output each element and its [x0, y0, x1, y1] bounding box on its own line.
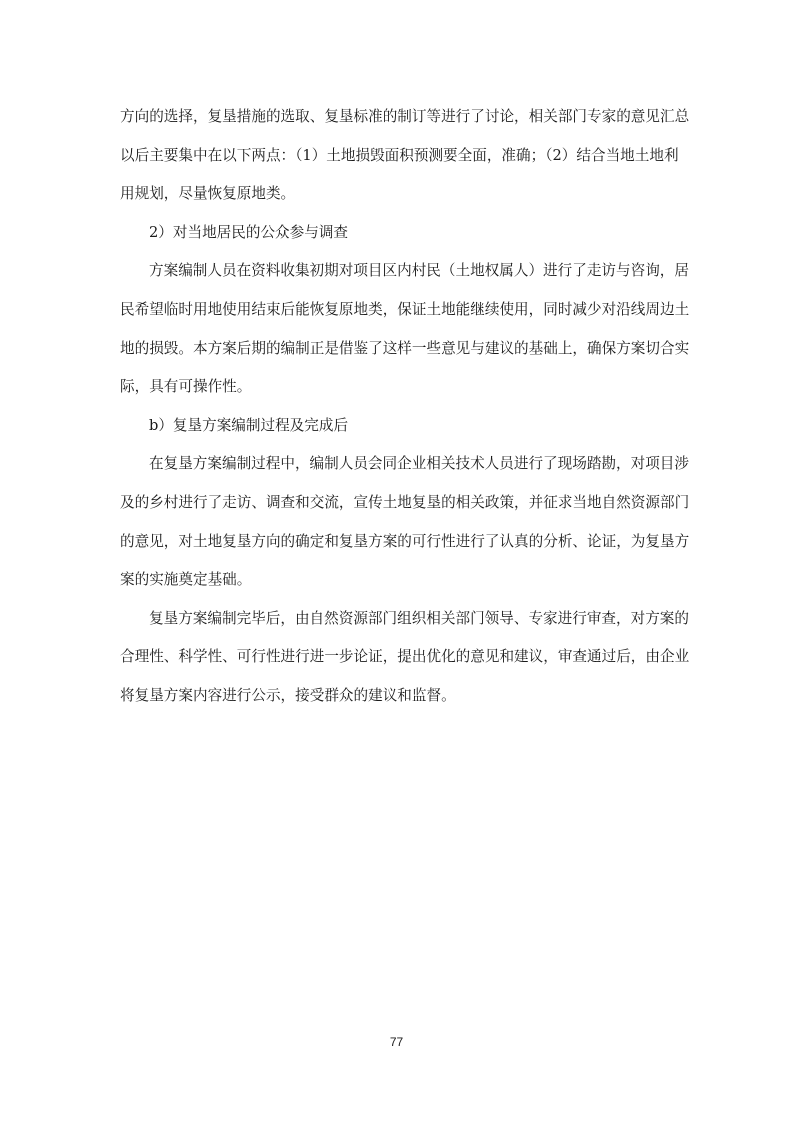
section-heading: 2）对当地居民的公众参与调查	[149, 223, 349, 241]
text-line: 方案编制人员在资料收集初期对项目区内村民（土地权属人）进行了走访与咨询，居	[149, 262, 689, 280]
text-line: 合理性、科学性、可行性进行进一步论证，提出优化的意见和建议，审查通过后，由企业	[120, 648, 690, 666]
text-line: 案的实施奠定基础。	[120, 571, 252, 589]
page-number: 77	[389, 1035, 404, 1049]
text-line: 方向的选择，复垦措施的选取、复垦标准的制订等进行了讨论，相关部门专家的意见汇总	[120, 108, 690, 125]
text-line: 在复垦方案编制过程中，编制人员会同企业相关技术人员进行了现场踏勘，对项目涉	[149, 455, 689, 473]
text-line: 民希望临时用地使用结束后能恢复原地类，保证土地能继续使用，同时减少对沿线周边土	[120, 300, 690, 318]
text-line: 的意见，对土地复垦方向的确定和复垦方案的可行性进行了认真的分析、论证，为复垦方	[120, 532, 690, 550]
text-line: 及的乡村进行了走访、调查和交流，宣传土地复垦的相关政策，并征求当地自然资源部门	[120, 493, 690, 511]
text-line: 复垦方案编制完毕后，由自然资源部门组织相关部门领导、专家进行审查，对方案的	[149, 609, 689, 627]
text-line: 际，具有可操作性。	[120, 378, 252, 396]
section-heading: b）复垦方案编制过程及完成后	[149, 416, 349, 434]
body-text	[120, 103, 690, 721]
text-line: 地的损毁。本方案后期的编制正是借鉴了这样一些意见与建议的基础上，确保方案切合实	[120, 339, 690, 357]
text-line: 将复垦方案内容进行公示，接受群众的建议和监督。	[120, 686, 456, 704]
text-line: 以后主要集中在以下两点：（1）土地损毁面积预测要全面，准确；（2）结合当地土地利	[120, 146, 679, 164]
text-line: 用规划，尽量恢复原地类。	[120, 185, 296, 203]
